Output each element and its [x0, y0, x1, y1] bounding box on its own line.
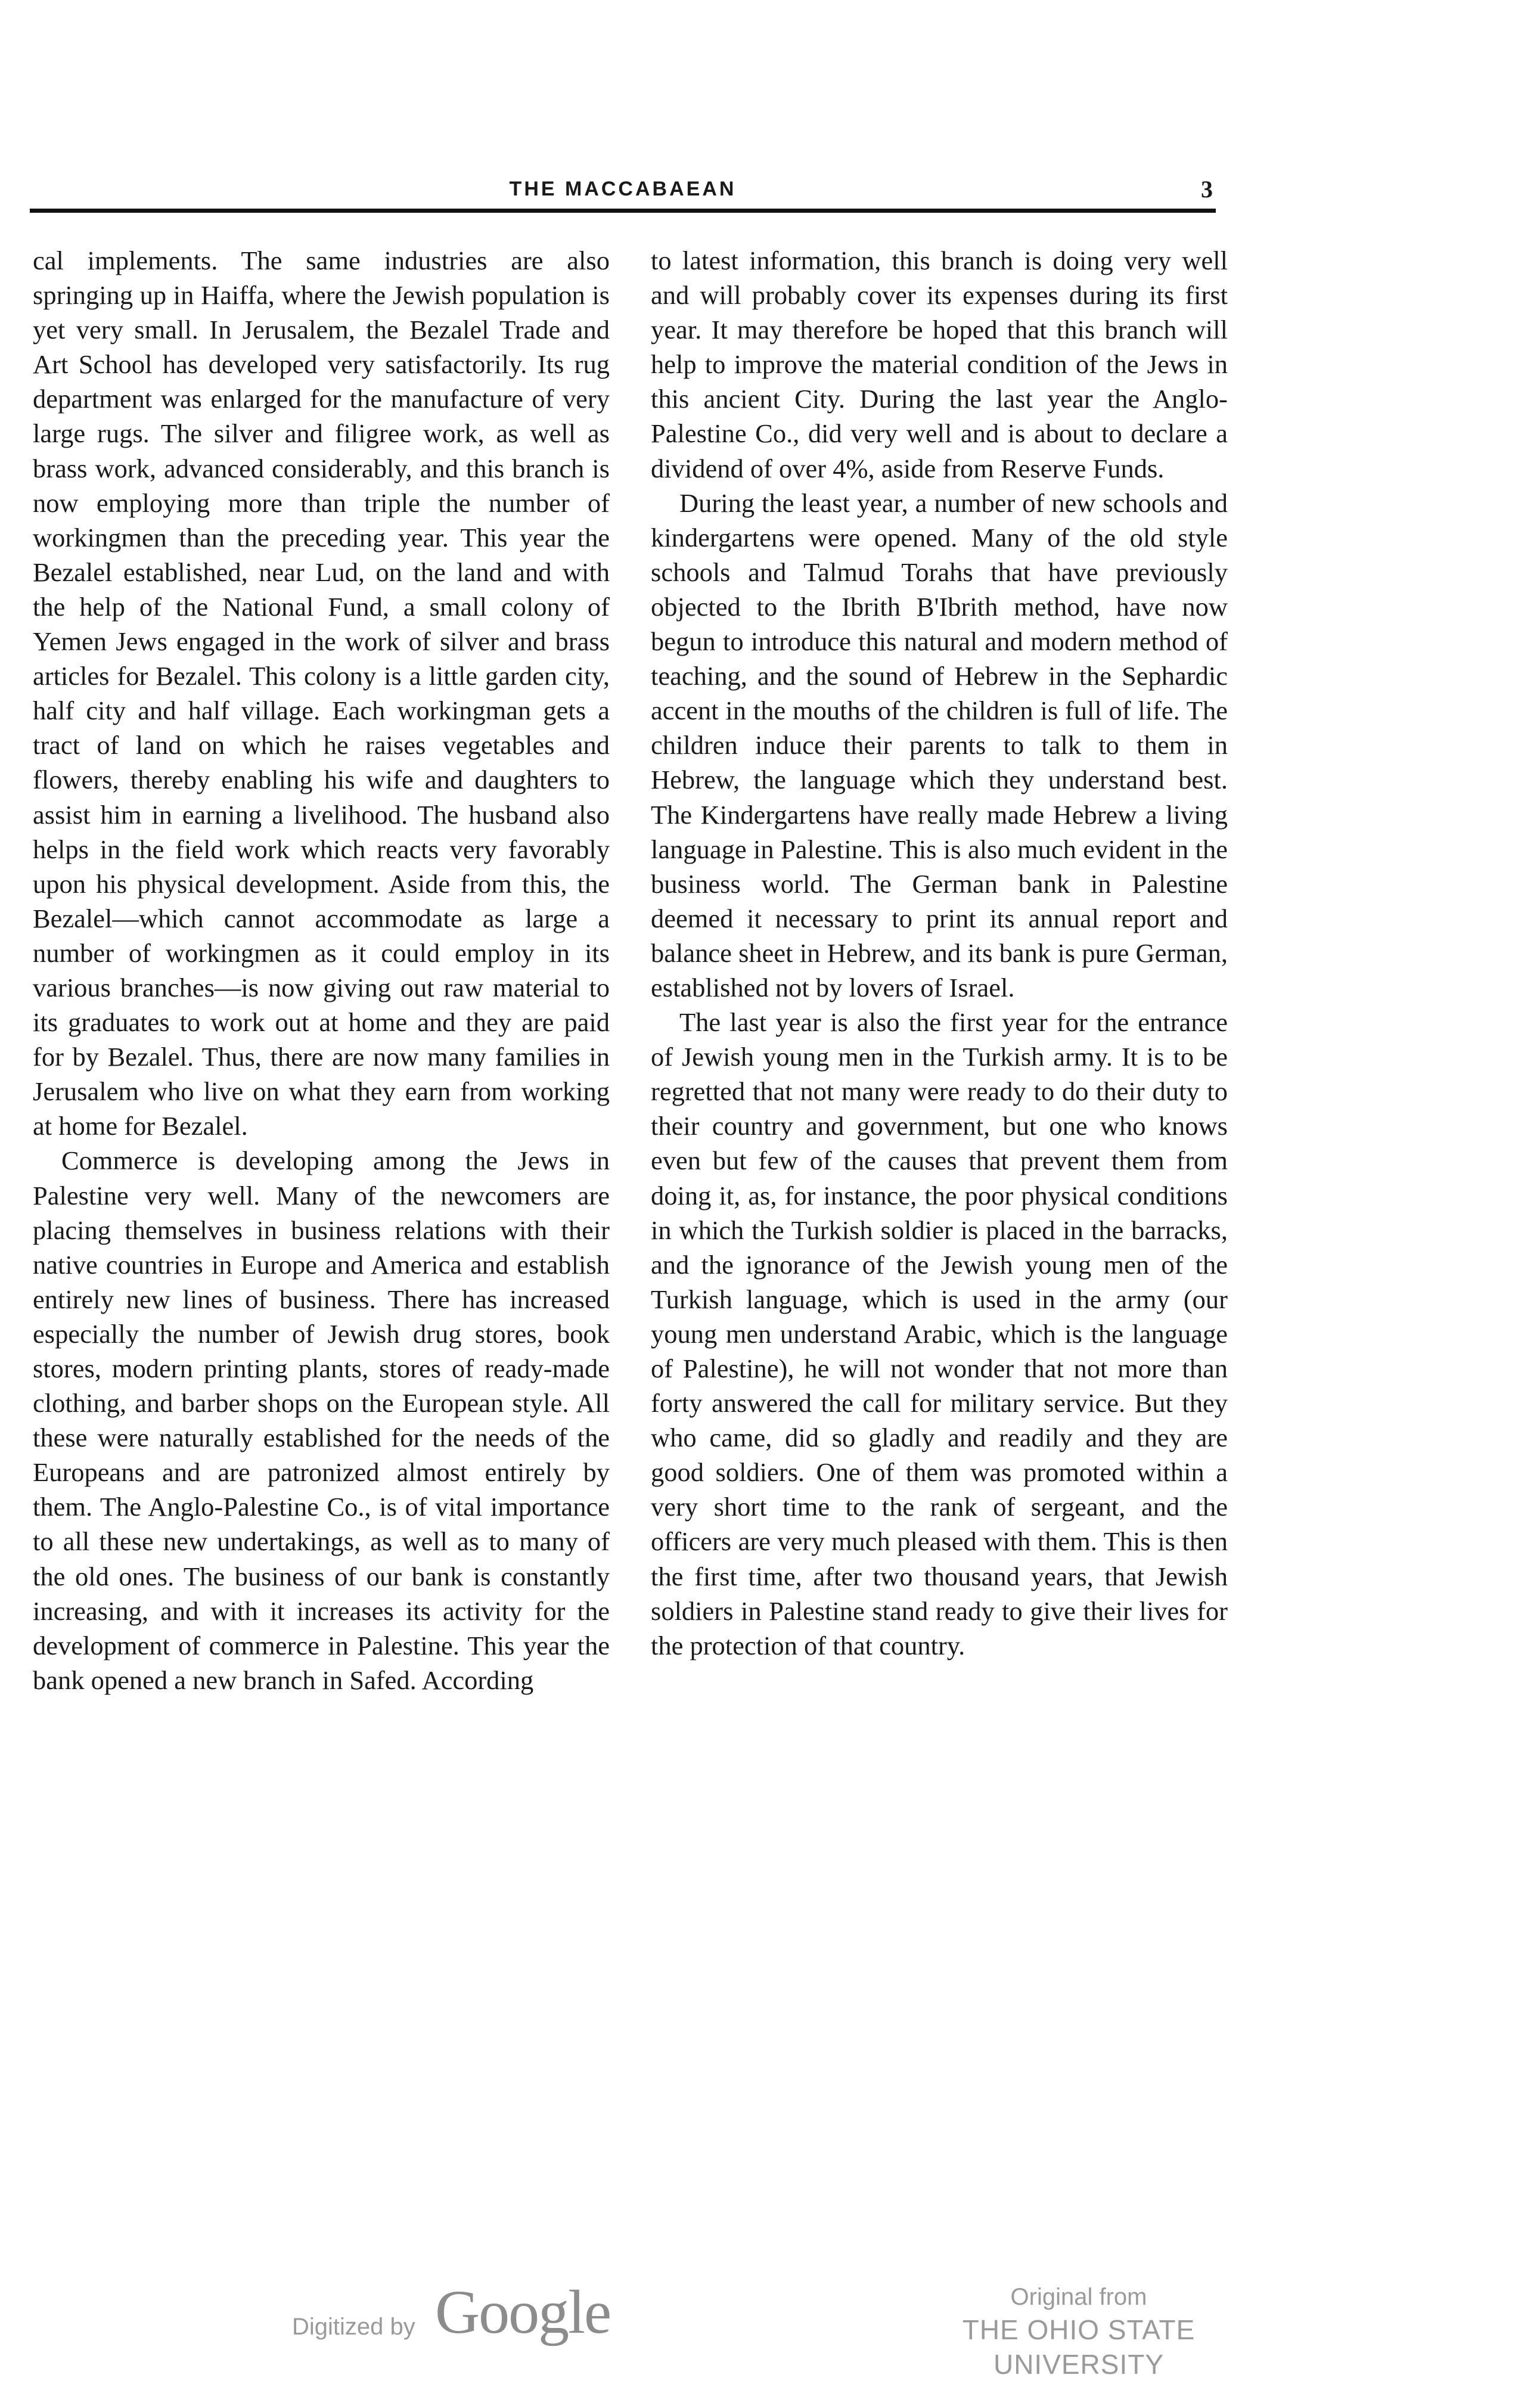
paragraph: The last year is also the first year for the entrance of Jewish young men in the Turkish army. It is to be regretted that not many were ready to do their duty to their country and government, but one who knows even but few of the causes that prevent them from doing it, as, for instance, the poor physical conditions in which the Turkish soldier is placed in the barracks, and the ignorance of the Jewish young men of the Turkish language, which is used in the army (our young men understand Arabic, which is the language of Palestine), he will not wonder that not more than forty answered the call for military service. But they who came, did so gladly and readily and they are good soldiers. One of them was promoted within a very short time to the rank of sergeant, and the officers are very much pleased with them. This is then the first time, after two thousand years, that Jewish soldiers in Palestine stand ready to give their lives for the protection of that country. — [651, 1007, 1228, 1660]
paragraph: Commerce is developing among the Jews in Palestine very well. Many of the newcomers are placing themselves in business relations with their native countries in Europe and America and establish entirely new lines of business. There has increased especially the number of Jewish drug stores, book stores, modern printing plants, stores of ready-made clothing, and barber shops on the European style. All these were naturally established for the needs of the Europeans and are patronized almost entirely by them. The Anglo-Palestine Co., is of vital importance to all these new undertakings, as well as to many of the old ones. The business of our bank is constantly increasing, and with it increases its activity for the development of commerce in Palestine. This year the bank opened a new branch in Safed. According — [33, 1146, 610, 1695]
original-from-label: Original from — [1010, 2284, 1147, 2310]
digitized-by-label: Digitized by — [292, 2314, 415, 2340]
header-rule — [30, 209, 1216, 213]
journal-title: THE MACCABAEAN — [509, 178, 737, 200]
original-source-watermark — [882, 2281, 1275, 2382]
right-column — [651, 243, 1228, 1663]
paragraph: During the least year, a number of new schools and kindergartens were opened. Many of the old style schools and Talmud Torahs that have previously objected to the Ibrith B'Ibrith method, have now begun to introduce this natural and modern method of teaching, and the sound of Hebrew in the Sephardic accent in the mouths of the children is full of life. The children induce their parents to talk to them in Hebrew, the language which they understand best. The Kindergartens have really made Hebrew a living language in Palestine. This is also much evident in the business world. The German bank in Palestine deemed it necessary to print its annual report and balance sheet in Hebrew, and its bank is pure German, established not by lovers of Israel. — [651, 488, 1228, 1002]
university-name: THE OHIO STATE UNIVERSITY — [962, 2314, 1196, 2380]
google-logo: Google — [435, 2278, 611, 2346]
digitized-by-watermark — [292, 2277, 626, 2346]
paragraph: cal implements. The same industries are also springing up in Haiffa, where the Jewish population is yet very small. In Jerusalem, the Bezalel Trade and Art School has developed very satisfactorily. Its rug department was enlarged for the manufacture of very large rugs. The silver and filigree work, as well as brass work, advanced considerably, and this branch is now employing more than triple the number of workingmen than the preceding year. This year the Bezalel established, near Lud, on the land and with the help of the National Fund, a small colony of Yemen Jews engaged in the work of silver and brass articles for Bezalel. This colony is a little garden city, half city and half village. Each workingman gets a tract of land on which he raises vegetables and flowers, thereby enabling his wife and daughters to assist him in earning a livelihood. The husband also helps in the field work which reacts very favorably upon his physical development. Aside from this, the Bezalel—which cannot accommodate as large a number of workingmen as it could employ in its various branches—is now giving out raw material to its graduates to work out at home and they are paid for by Bezalel. Thus, there are now many families in Jerusalem who live on what they earn from working at home for Bezalel. — [33, 246, 610, 1141]
running-header — [33, 178, 1213, 209]
paragraph: to latest information, this branch is doing very well and will probably cover its expenses during its first year. It may therefore be hoped that this branch will help to improve the material condition of the Jews in this ancient City. During the last year the Anglo-Palestine Co., did very well and is about to declare a dividend of over 4%, aside from Reserve Funds. — [651, 246, 1228, 483]
left-column — [33, 243, 610, 1697]
page-number: 3 — [1201, 176, 1213, 203]
